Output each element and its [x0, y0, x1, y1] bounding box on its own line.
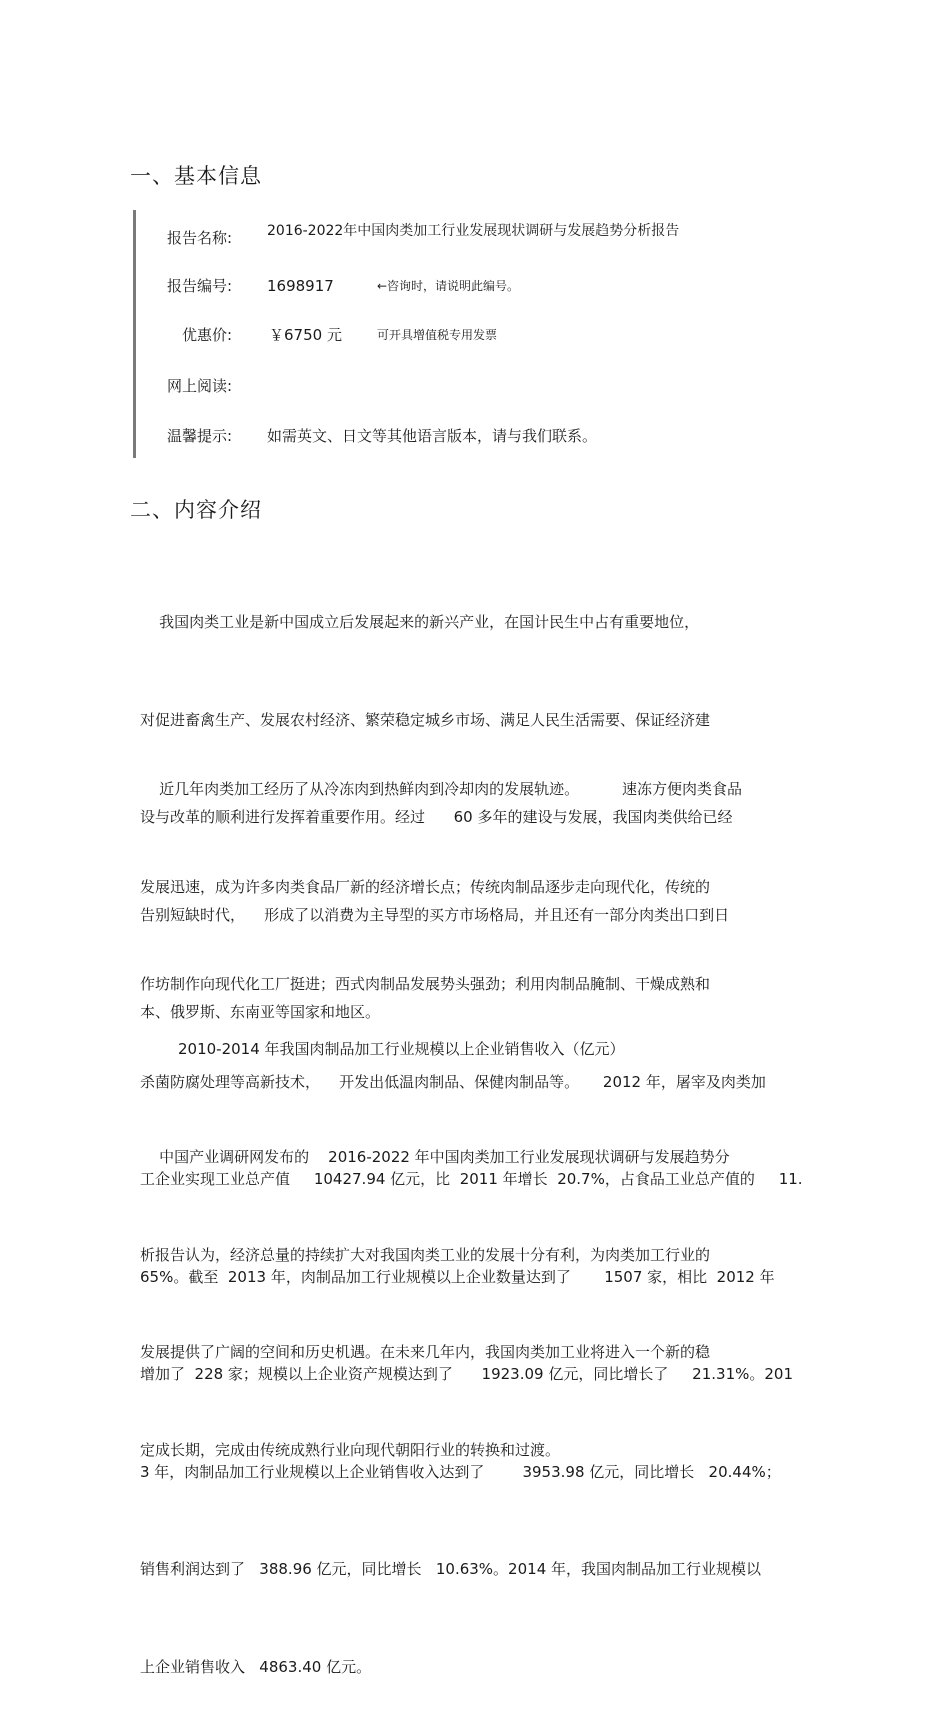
text-line: 工企业实现工业总产值 10427.94 亿元，比 2011 年增长 20.7%，占食品工业总产值的 11. [140, 1170, 803, 1188]
text-line: 近几年肉类加工经历了从冷冻肉到热鲜肉到冷却肉的发展轨迹。 速冻方便肉类食品 [140, 780, 742, 798]
text-line: 发展提供了广阔的空间和历史机遇。在未来几年内，我国肉类加工业将进入一个新的稳 [140, 1343, 711, 1361]
text-line: 设与改革的顺利进行发挥着重要作用。经过 60 多年的建设与发展，我国肉类供给已经 [140, 808, 733, 826]
report-no-label: 报告编号: [166, 277, 232, 295]
tip-value: 如需英文、日文等其他语言版本，请与我们联系。 [267, 427, 598, 445]
online-read-label: 网上阅读: [166, 377, 232, 395]
text-line: 对促进畜禽生产、发展农村经济、繁荣稳定城乡市场、满足人民生活需要、保证经济建 [140, 710, 711, 729]
text-line: 我国肉类工业是新中国成立后发展起来的新兴产业，在国计民生中占有重要地位， [140, 613, 700, 631]
basic-info-box [133, 210, 836, 458]
text-line: 销售利润达到了 388.96 亿元，同比增长 10.63%。2014 年，我国肉制品加工行业规模以 [140, 1560, 762, 1578]
text-line: 上企业销售收入 4863.40 亿元。 [140, 1657, 372, 1676]
tip-label: 温馨提示: [166, 427, 232, 445]
price-value: ￥6750 元 [269, 326, 342, 344]
price-note: 可开具增值税专用发票 [377, 328, 498, 342]
text-line: 中国产业调研网发布的 2016-2022 年中国肉类加工行业发展现状调研与发展趋势分 [140, 1148, 730, 1166]
text-line: 作坊制作向现代化工厂挺进；西式肉制品发展势头强劲；利用肉制品腌制、干燥成熟和 [140, 975, 711, 993]
report-no-value: 1698917 [267, 277, 334, 295]
text-line: 65%。截至 2013 年，肉制品加工行业规模以上企业数量达到了 1507 家，相比 2012 年 [140, 1267, 775, 1286]
text-line: 本、俄罗斯、东南亚等国家和地区。 [140, 1003, 381, 1021]
report-no-note: ←咨询时，请说明此编号。 [377, 279, 520, 293]
text-line: 3 年，肉制品加工行业规模以上企业销售收入达到了 3953.98 亿元，同比增长 20.44%； [140, 1462, 781, 1481]
report-name-label: 报告名称: [166, 229, 232, 247]
text-line: 定成长期，完成由传统成熟行业向现代朝阳行业的转换和过渡。 [140, 1440, 561, 1459]
text-line: 杀菌防腐处理等高新技术， 开发出低温肉制品、保健肉制品等。 2012 年，屠宰及肉类加 [140, 1072, 766, 1091]
paragraph-3 [140, 1076, 810, 1499]
text-line: 告别短缺时代， 形成了以消费为主导型的买方市场格局，并且还有一部分肉类出口到日 [140, 905, 730, 924]
section-title-content-intro: 二、内容介绍 [130, 498, 262, 522]
price-label: 优惠价: [181, 326, 232, 344]
text-line: 析报告认为，经济总量的持续扩大对我国肉类工业的发展十分有利，为肉类加工行业的 [140, 1245, 711, 1264]
text-line: 发展迅速，成为许多肉类食品厂新的经济增长点；传统肉制品逐步走向现代化，传统的 [140, 877, 711, 896]
report-name-value: 2016-2022年中国肉类加工行业发展现状调研与发展趋势分析报告 [267, 223, 680, 239]
section-title-basic-info: 一、基本信息 [130, 164, 262, 188]
chart-caption: 2010-2014 年我国肉制品加工行业规模以上企业销售收入（亿元） [178, 1040, 625, 1058]
text-line: 增加了 228 家；规模以上企业资产规模达到了 1923.09 亿元，同比增长了 21.31%。201 [140, 1365, 794, 1383]
